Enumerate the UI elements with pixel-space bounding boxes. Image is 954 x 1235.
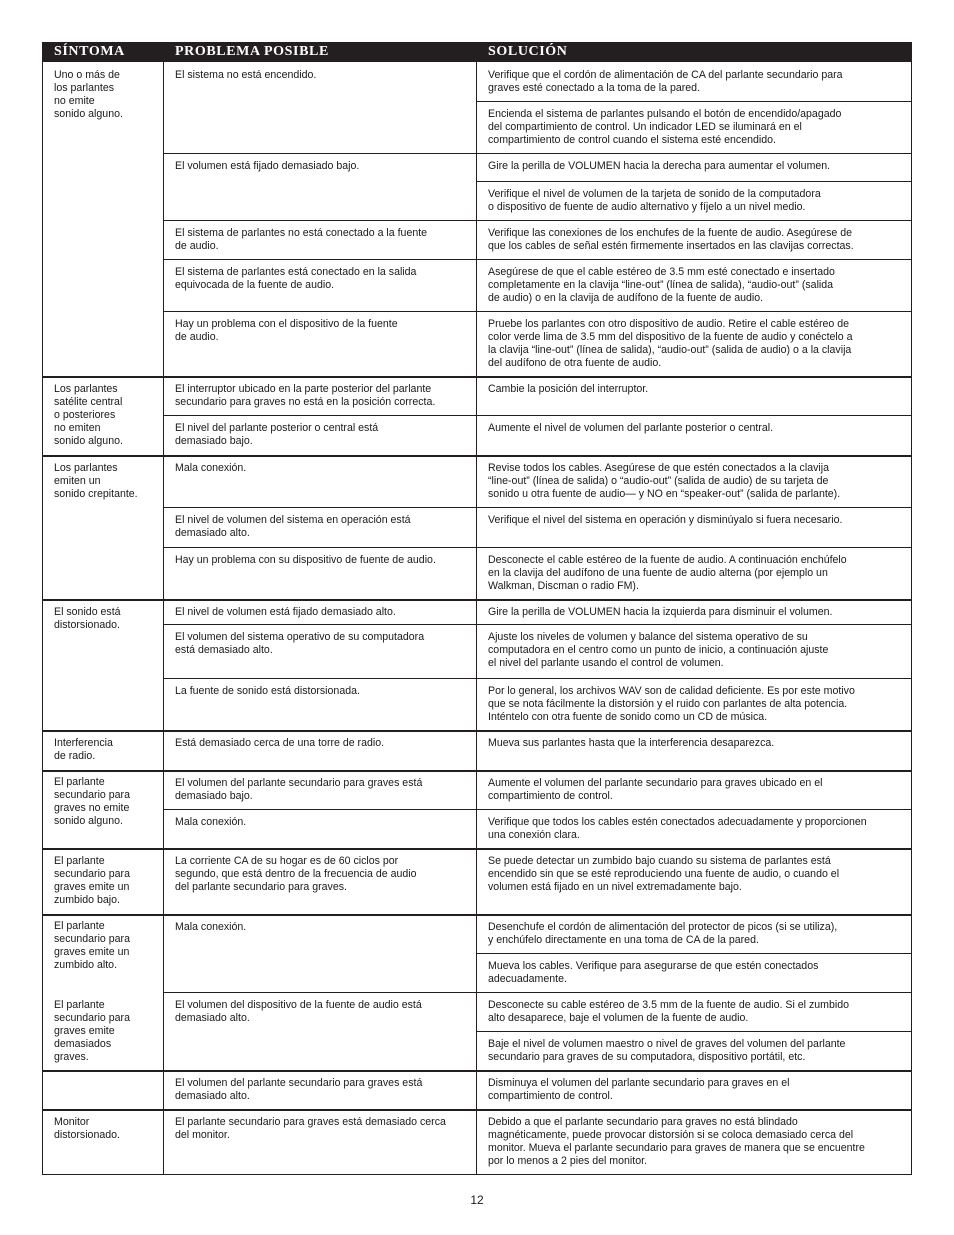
solution-cell: Mueva los cables. Verifique para asegurarse de que estén conectados adecuadamente. (488, 960, 819, 985)
symptom-cell: El parlante secundario para graves emite un zumbido alto. (54, 920, 130, 971)
row-divider (476, 507, 912, 508)
solution-cell: Encienda el sistema de parlantes pulsando el botón de encendido/apagado del compartimiento de control. Un indicador LED se iluminará en el compartimiento de control cuando el sistema esté encendido. (488, 108, 842, 146)
solution-cell: Verifique el nivel de volumen de la tarjeta de sonido de la computadora o dispositivo de fuente de audio alternativo y fíjelo a un nivel medio. (488, 188, 821, 213)
row-divider (163, 624, 476, 625)
solution-cell: Aumente el volumen del parlante secundario para graves ubicado en el compartimiento de control. (488, 777, 823, 802)
solution-cell: Baje el nivel de volumen maestro o nivel de graves del volumen del parlante secundario para graves de su computadora, dispositivo portátil, etc. (488, 1038, 846, 1063)
row-divider (42, 914, 912, 916)
row-divider (476, 101, 912, 102)
row-divider (163, 507, 476, 508)
row-divider (476, 220, 912, 221)
row-divider (476, 153, 912, 154)
symptom-cell: El parlante secundario para graves emite un zumbido bajo. (54, 855, 130, 906)
row-divider (476, 992, 912, 993)
problem-cell: Mala conexión. (175, 921, 247, 933)
problem-cell: Está demasiado cerca de una torre de radio. (175, 737, 385, 749)
row-divider (476, 809, 912, 810)
problem-cell: Hay un problema con su dispositivo de fuente de audio. (175, 554, 436, 566)
column-divider (476, 62, 477, 1175)
problem-cell: Mala conexión. (175, 816, 247, 828)
row-divider (163, 220, 476, 221)
row-divider (476, 953, 912, 954)
row-divider (42, 599, 912, 601)
solution-cell: Verifique el nivel del sistema en operación y disminúyalo si fuera necesario. (488, 514, 843, 526)
row-divider (476, 547, 912, 548)
row-divider (42, 730, 912, 732)
solution-cell: Asegúrese de que el cable estéreo de 3.5 mm esté conectado e insertado completamente en la clavija “line-out” (línea de salida), “audio-out” (salida de audio) o en la clavija de audífono de la fuente de audio. (488, 266, 835, 304)
row-divider (42, 455, 912, 457)
symptom-cell: Uno o más de los parlantes no emite sonido alguno. (54, 69, 123, 120)
header-solucion: SOLUCIÓN (488, 44, 568, 59)
row-divider (42, 376, 912, 378)
problem-cell: La corriente CA de su hogar es de 60 ciclos por segundo, que está dentro de la frecuencia de audio del parlante secundario para graves. (175, 855, 417, 893)
solution-cell: Revise todos los cables. Asegúrese de que estén conectados a la clavija “line-out” (línea de salida) o “audio-out” (salida de audio) de su tarjeta de sonido u otra fuente de audio— y NO en “speaker-out” (salida de parlante). (488, 462, 841, 500)
solution-cell: Disminuya el volumen del parlante secundario para graves en el compartimiento de control. (488, 1077, 790, 1102)
problem-cell: Hay un problema con el dispositivo de la fuente de audio. (175, 318, 398, 343)
symptom-cell: Monitor distorsionado. (54, 1116, 120, 1141)
column-divider (42, 62, 43, 1175)
solution-cell: Se puede detectar un zumbido bajo cuando su sistema de parlantes está encendido sin que se esté reproduciendo una fuente de audio, o cuando el volumen está fijado en un nivel extremadamente bajo. (488, 855, 840, 893)
row-divider (163, 992, 476, 993)
solution-cell: Desconecte su cable estéreo de 3.5 mm de la fuente de audio. Si el zumbido alto desaparece, baje el volumen de la fuente de audio. (488, 999, 849, 1024)
row-divider (476, 181, 912, 182)
page-number: 12 (470, 1193, 484, 1207)
row-divider (42, 1070, 912, 1072)
symptom-cell: El parlante secundario para graves emite demasiados graves. (54, 999, 130, 1063)
row-divider (476, 1031, 912, 1032)
problem-cell: El volumen del sistema operativo de su computadora está demasiado alto. (175, 631, 425, 656)
symptom-cell: Los parlantes satélite central o posteriores no emiten sonido alguno. (54, 383, 123, 447)
solution-cell: Desenchufe el cordón de alimentación del protector de picos (si se utiliza), y enchúfelo directamente en una toma de CA de la pared. (488, 921, 838, 946)
row-divider (163, 809, 476, 810)
problem-cell: El volumen del dispositivo de la fuente de audio está demasiado alto. (175, 999, 422, 1024)
table-header (42, 42, 912, 62)
row-divider (163, 259, 476, 260)
row-divider (163, 153, 476, 154)
header-problema: PROBLEMA POSIBLE (175, 44, 329, 59)
row-divider (163, 678, 476, 679)
solution-cell: Debido a que el parlante secundario para graves no está blindado magnéticamente, puede provocar distorsión si se coloca demasiado cerca del monitor. Mueva el parlante secundario para graves de manera que se encuentre por lo menos a 2 pies del monitor. (488, 1116, 865, 1167)
problem-cell: El nivel de volumen está fijado demasiado alto. (175, 606, 396, 618)
row-divider (42, 770, 912, 772)
row-divider (42, 848, 912, 850)
solution-cell: Ajuste los niveles de volumen y balance del sistema operativo de su computadora en el centro como un punto de inicio, a continuación ajuste el nivel del parlante usando el control de volumen. (488, 631, 829, 669)
row-divider (476, 259, 912, 260)
problem-cell: El interruptor ubicado en la parte posterior del parlante secundario para graves no está en la posición correcta. (175, 383, 436, 408)
solution-cell: Verifique que el cordón de alimentación de CA del parlante secundario para graves esté conectado a la toma de la pared. (488, 69, 843, 94)
header-sintoma: SÍNTOMA (54, 44, 125, 59)
row-divider (476, 678, 912, 679)
symptom-cell: Los parlantes emiten un sonido crepitante. (54, 462, 138, 500)
row-divider (476, 311, 912, 312)
column-divider (163, 62, 164, 1175)
row-divider (163, 311, 476, 312)
symptom-cell: El parlante secundario para graves no emite sonido alguno. (54, 776, 130, 827)
symptom-cell: Interferencia de radio. (54, 737, 113, 762)
problem-cell: El parlante secundario para graves está demasiado cerca del monitor. (175, 1116, 446, 1141)
solution-cell: Pruebe los parlantes con otro dispositivo de audio. Retire el cable estéreo de color verde lima de 3.5 mm del dispositivo de la fuente de audio y conéctelo a la clavija “line-out” (línea de salida), “audio-out” (salida de audio) o a la clavija del audífono de otra fuente de audio. (488, 318, 853, 369)
solution-cell: Aumente el nivel de volumen del parlante posterior o central. (488, 422, 774, 434)
problem-cell: El sistema de parlantes no está conectado a la fuente de audio. (175, 227, 428, 252)
row-divider (476, 415, 912, 416)
row-divider (476, 624, 912, 625)
solution-cell: Por lo general, los archivos WAV son de calidad deficiente. Es por este motivo que se nota fácilmente la distorsión y el ruido con parlantes de alta potencia. Inténtelo con otra fuente de sonido como un CD de música. (488, 685, 855, 723)
row-divider (42, 1174, 912, 1175)
solution-cell: Desconecte el cable estéreo de la fuente de audio. A continuación enchúfelo en la clavija del audífono de una fuente de audio alterna (por ejemplo un Walkman, Discman o radio FM). (488, 554, 847, 592)
solution-cell: Mueva sus parlantes hasta que la interferencia desaparezca. (488, 737, 775, 749)
problem-cell: El sistema no está encendido. (175, 69, 317, 81)
solution-cell: Gire la perilla de VOLUMEN hacia la izquierda para disminuir el volumen. (488, 606, 833, 618)
problem-cell: La fuente de sonido está distorsionada. (175, 685, 360, 697)
solution-cell: Gire la perilla de VOLUMEN hacia la derecha para aumentar el volumen. (488, 160, 831, 172)
symptom-cell: El sonido está distorsionado. (54, 606, 121, 631)
problem-cell: El volumen está fijado demasiado bajo. (175, 160, 360, 172)
solution-cell: Verifique las conexiones de los enchufes de la fuente de audio. Asegúrese de que los cables de señal estén firmemente insertados en las clavijas correctas. (488, 227, 854, 252)
row-divider (42, 1109, 912, 1111)
solution-cell: Verifique que todos los cables estén conectados adecuadamente y proporcionen una conexión clara. (488, 816, 867, 841)
problem-cell: El nivel de volumen del sistema en operación está demasiado alto. (175, 514, 411, 539)
row-divider (163, 547, 476, 548)
solution-cell: Cambie la posición del interruptor. (488, 383, 649, 395)
problem-cell: El nivel del parlante posterior o central está demasiado bajo. (175, 422, 379, 447)
problem-cell: El volumen del parlante secundario para graves está demasiado bajo. (175, 777, 423, 802)
row-divider (163, 415, 476, 416)
problem-cell: El sistema de parlantes está conectado en la salida equivocada de la fuente de audio. (175, 266, 417, 291)
problem-cell: El volumen del parlante secundario para graves está demasiado alto. (175, 1077, 423, 1102)
problem-cell: Mala conexión. (175, 462, 247, 474)
